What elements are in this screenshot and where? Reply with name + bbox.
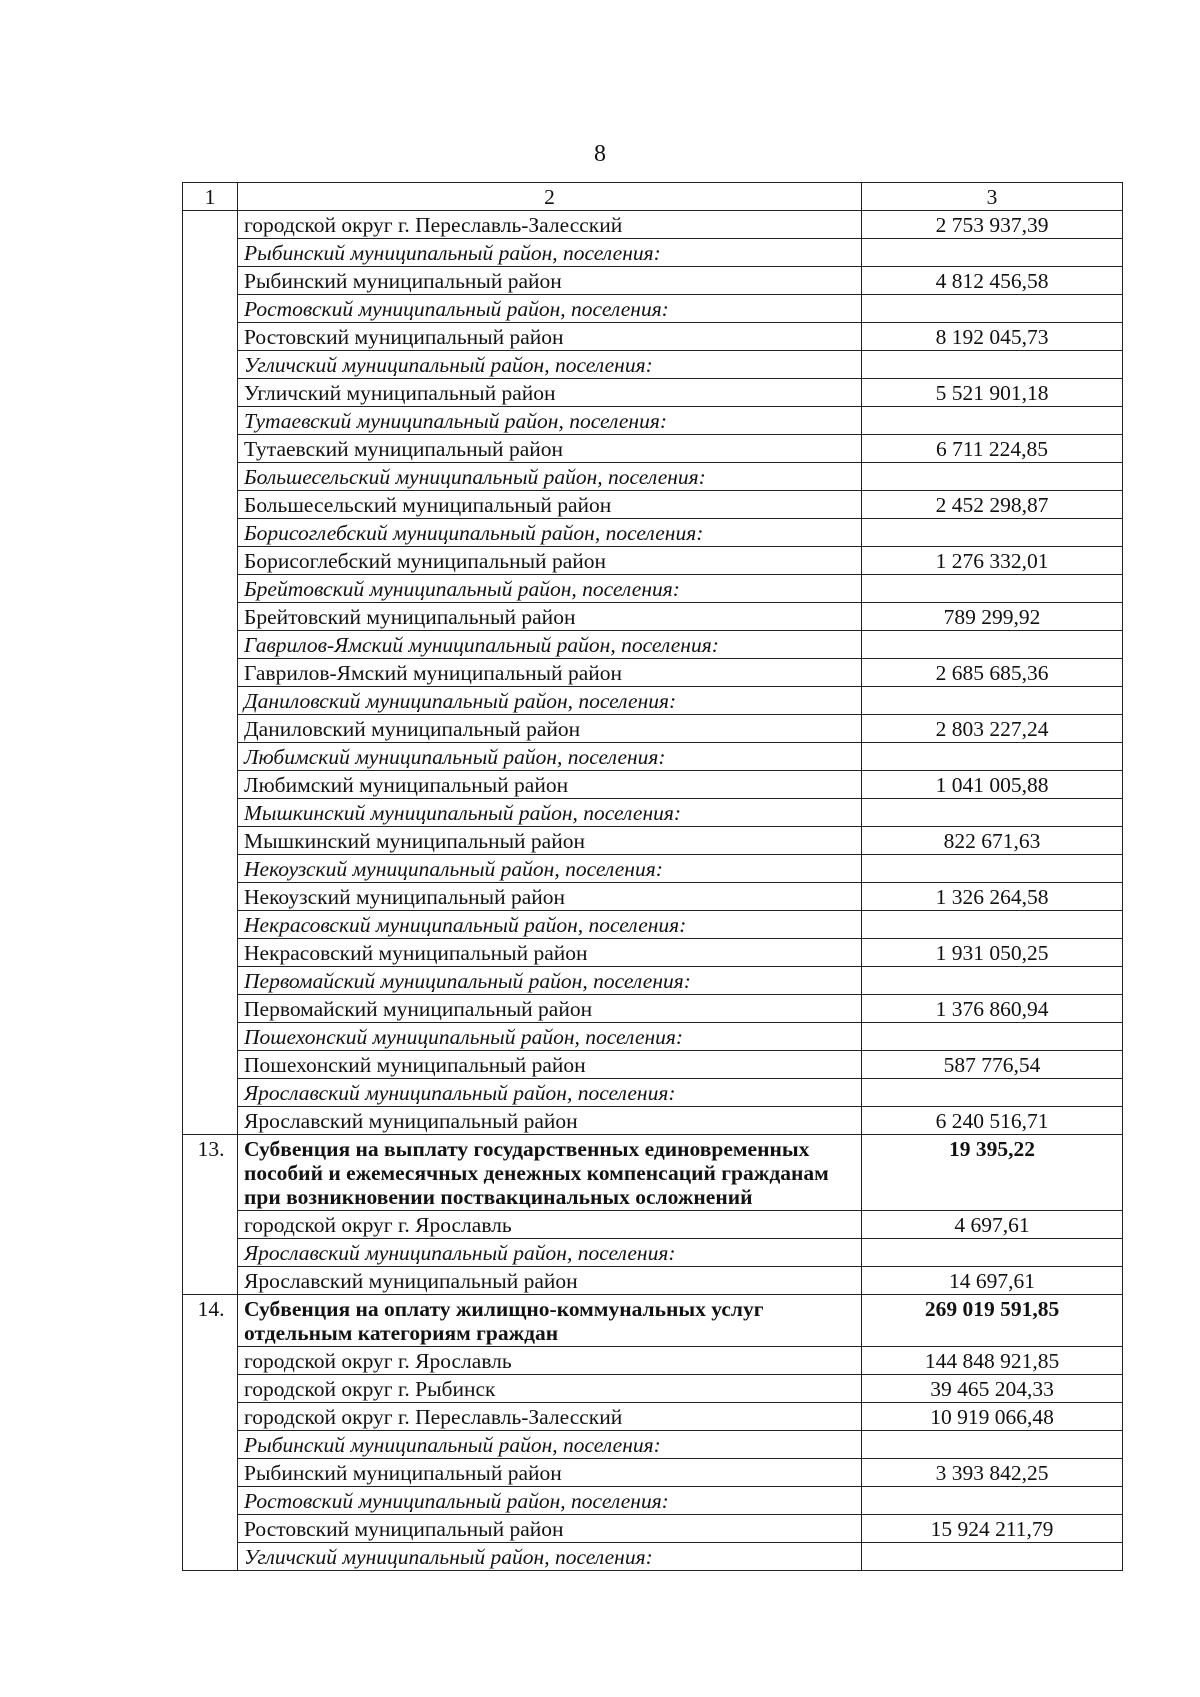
table-row <box>183 463 1123 491</box>
row-name-cell: Большесельский муниципальный район <box>238 491 862 519</box>
row-amount-cell: 8 192 045,73 <box>862 323 1123 351</box>
row-amount-cell: 10 919 066,48 <box>862 1403 1123 1431</box>
table-row <box>183 911 1123 939</box>
table-row <box>183 799 1123 827</box>
table-row <box>183 883 1123 911</box>
row-name-cell: Ростовский муниципальный район <box>238 1515 862 1543</box>
row-name-cell: городской округ г. Рыбинск <box>238 1375 862 1403</box>
group-header-cell: Рыбинский муниципальный район, поселения: <box>238 1431 862 1459</box>
row-amount-cell: 5 521 901,18 <box>862 379 1123 407</box>
table-row <box>183 379 1123 407</box>
table-row <box>183 1459 1123 1487</box>
row-amount-cell <box>862 911 1123 939</box>
row-amount-cell <box>862 743 1123 771</box>
table-row <box>183 575 1123 603</box>
table-row <box>183 995 1123 1023</box>
column-header-amount: 3 <box>862 183 1123 211</box>
row-name-cell: Даниловский муниципальный район <box>238 715 862 743</box>
row-amount-cell: 1 326 264,58 <box>862 883 1123 911</box>
table-row <box>183 1295 1123 1347</box>
table-row <box>183 1403 1123 1431</box>
table-row <box>183 1543 1123 1571</box>
table-row <box>183 1079 1123 1107</box>
table-row <box>183 1375 1123 1403</box>
row-amount-cell <box>862 631 1123 659</box>
group-header-cell: Даниловский муниципальный район, поселения: <box>238 687 862 715</box>
table-row <box>183 631 1123 659</box>
row-name-cell: Мышкинский муниципальный район <box>238 827 862 855</box>
row-amount-cell: 1 376 860,94 <box>862 995 1123 1023</box>
table-row <box>183 603 1123 631</box>
table-row <box>183 267 1123 295</box>
table-row <box>183 239 1123 267</box>
row-name-cell: Некрасовский муниципальный район <box>238 939 862 967</box>
row-name-cell: городской округ г. Переславль-Залесский <box>238 211 862 239</box>
row-name-cell: Некоузский муниципальный район <box>238 883 862 911</box>
group-header-cell: Некрасовский муниципальный район, поселения: <box>238 911 862 939</box>
row-amount-cell <box>862 855 1123 883</box>
row-amount-cell: 587 776,54 <box>862 1051 1123 1079</box>
table-row <box>183 519 1123 547</box>
row-name-cell: Первомайский муниципальный район <box>238 995 862 1023</box>
row-name-cell: Ярославский муниципальный район <box>238 1267 862 1295</box>
row-amount-cell: 14 697,61 <box>862 1267 1123 1295</box>
row-name-cell: Рыбинский муниципальный район <box>238 1459 862 1487</box>
row-name-cell: Ярославский муниципальный район <box>238 1107 862 1135</box>
table-row <box>183 715 1123 743</box>
group-header-cell: Мышкинский муниципальный район, поселения: <box>238 799 862 827</box>
row-name-cell: городской округ г. Ярославль <box>238 1347 862 1375</box>
row-name-cell: Борисоглебский муниципальный район <box>238 547 862 575</box>
header-row <box>183 183 1123 211</box>
row-name-cell: городской округ г. Переславль-Залесский <box>238 1403 862 1431</box>
table-row <box>183 1431 1123 1459</box>
group-header-cell: Тутаевский муниципальный район, поселения: <box>238 407 862 435</box>
row-amount-cell: 1 041 005,88 <box>862 771 1123 799</box>
table-row <box>183 827 1123 855</box>
row-name-cell: городской округ г. Ярославль <box>238 1211 862 1239</box>
table-row <box>183 687 1123 715</box>
table-row <box>183 1515 1123 1543</box>
row-amount-cell <box>862 519 1123 547</box>
table-header <box>183 183 1123 211</box>
row-name-cell: Любимский муниципальный район <box>238 771 862 799</box>
row-amount-cell: 15 924 211,79 <box>862 1515 1123 1543</box>
row-name-cell: Угличский муниципальный район <box>238 379 862 407</box>
row-amount-cell: 2 803 227,24 <box>862 715 1123 743</box>
table-row <box>183 435 1123 463</box>
row-amount-cell: 789 299,92 <box>862 603 1123 631</box>
table-row <box>183 1267 1123 1295</box>
row-amount-cell <box>862 1079 1123 1107</box>
row-amount-cell <box>862 1431 1123 1459</box>
table-row <box>183 295 1123 323</box>
table-row <box>183 407 1123 435</box>
row-amount-cell <box>862 295 1123 323</box>
table-row <box>183 1347 1123 1375</box>
group-header-cell: Ярославский муниципальный район, поселения: <box>238 1079 862 1107</box>
row-amount-cell: 1 276 332,01 <box>862 547 1123 575</box>
row-amount-cell <box>862 1023 1123 1051</box>
row-amount-cell: 269 019 591,85 <box>862 1295 1123 1347</box>
row-amount-cell <box>862 967 1123 995</box>
row-amount-cell: 4 697,61 <box>862 1211 1123 1239</box>
row-amount-cell <box>862 799 1123 827</box>
group-header-cell: Угличский муниципальный район, поселения: <box>238 1543 862 1571</box>
row-name-cell: Брейтовский муниципальный район <box>238 603 862 631</box>
row-amount-cell: 6 240 516,71 <box>862 1107 1123 1135</box>
table-row <box>183 1239 1123 1267</box>
table-row <box>183 1211 1123 1239</box>
group-header-cell: Угличский муниципальный район, поселения: <box>238 351 862 379</box>
row-amount-cell <box>862 463 1123 491</box>
row-amount-cell <box>862 239 1123 267</box>
table-row <box>183 351 1123 379</box>
table-row <box>183 1107 1123 1135</box>
row-amount-cell <box>862 1239 1123 1267</box>
group-header-cell: Первомайский муниципальный район, поселения: <box>238 967 862 995</box>
table-row <box>183 547 1123 575</box>
column-header-number: 1 <box>183 183 238 211</box>
group-header-cell: Некоузский муниципальный район, поселения: <box>238 855 862 883</box>
row-amount-cell <box>862 575 1123 603</box>
row-amount-cell <box>862 1543 1123 1571</box>
row-amount-cell: 1 931 050,25 <box>862 939 1123 967</box>
row-amount-cell: 822 671,63 <box>862 827 1123 855</box>
row-amount-cell: 4 812 456,58 <box>862 267 1123 295</box>
budget-table <box>182 182 1123 1571</box>
table-row <box>183 967 1123 995</box>
row-number-cell: 13. <box>183 1135 238 1295</box>
table-row <box>183 1487 1123 1515</box>
row-amount-cell: 39 465 204,33 <box>862 1375 1123 1403</box>
table-row <box>183 211 1123 239</box>
group-header-cell: Ростовский муниципальный район, поселения: <box>238 295 862 323</box>
row-name-cell: Субвенция на оплату жилищно-коммунальных услуг отдельным категориям граждан <box>238 1295 862 1347</box>
group-header-cell: Рыбинский муниципальный район, поселения: <box>238 239 862 267</box>
group-header-cell: Брейтовский муниципальный район, поселения: <box>238 575 862 603</box>
row-amount-cell <box>862 351 1123 379</box>
table-row <box>183 659 1123 687</box>
column-header-name: 2 <box>238 183 862 211</box>
row-amount-cell <box>862 687 1123 715</box>
table-row <box>183 939 1123 967</box>
group-header-cell: Большесельский муниципальный район, поселения: <box>238 463 862 491</box>
row-amount-cell: 2 753 937,39 <box>862 211 1123 239</box>
group-header-cell: Гаврилов-Ямский муниципальный район, поселения: <box>238 631 862 659</box>
row-amount-cell: 2 452 298,87 <box>862 491 1123 519</box>
group-header-cell: Борисоглебский муниципальный район, поселения: <box>238 519 862 547</box>
table-row <box>183 771 1123 799</box>
row-name-cell: Ростовский муниципальный район <box>238 323 862 351</box>
table-row <box>183 743 1123 771</box>
row-amount-cell: 144 848 921,85 <box>862 1347 1123 1375</box>
table-row <box>183 491 1123 519</box>
table-row <box>183 1051 1123 1079</box>
table-row <box>183 855 1123 883</box>
table-body <box>183 211 1123 1571</box>
row-name-cell: Тутаевский муниципальный район <box>238 435 862 463</box>
group-header-cell: Ростовский муниципальный район, поселения: <box>238 1487 862 1515</box>
row-amount-cell <box>862 407 1123 435</box>
table-row <box>183 323 1123 351</box>
row-amount-cell <box>862 1487 1123 1515</box>
table-row <box>183 1135 1123 1211</box>
row-name-cell: Субвенция на выплату государственных единовременных пособий и ежемесячных денежных компенсаций гражданам при возникновении поствакцинальных осложнений <box>238 1135 862 1211</box>
group-header-cell: Любимский муниципальный район, поселения: <box>238 743 862 771</box>
row-name-cell: Гаврилов-Ямский муниципальный район <box>238 659 862 687</box>
row-name-cell: Рыбинский муниципальный район <box>238 267 862 295</box>
row-amount-cell: 3 393 842,25 <box>862 1459 1123 1487</box>
row-name-cell: Пошехонский муниципальный район <box>238 1051 862 1079</box>
group-header-cell: Ярославский муниципальный район, поселения: <box>238 1239 862 1267</box>
row-number-cell: 14. <box>183 1295 238 1571</box>
row-amount-cell: 19 395,22 <box>862 1135 1123 1211</box>
table-row <box>183 1023 1123 1051</box>
row-amount-cell: 2 685 685,36 <box>862 659 1123 687</box>
page-number: 8 <box>594 141 606 167</box>
row-amount-cell: 6 711 224,85 <box>862 435 1123 463</box>
group-header-cell: Пошехонский муниципальный район, поселения: <box>238 1023 862 1051</box>
row-number-cell <box>183 211 238 1135</box>
